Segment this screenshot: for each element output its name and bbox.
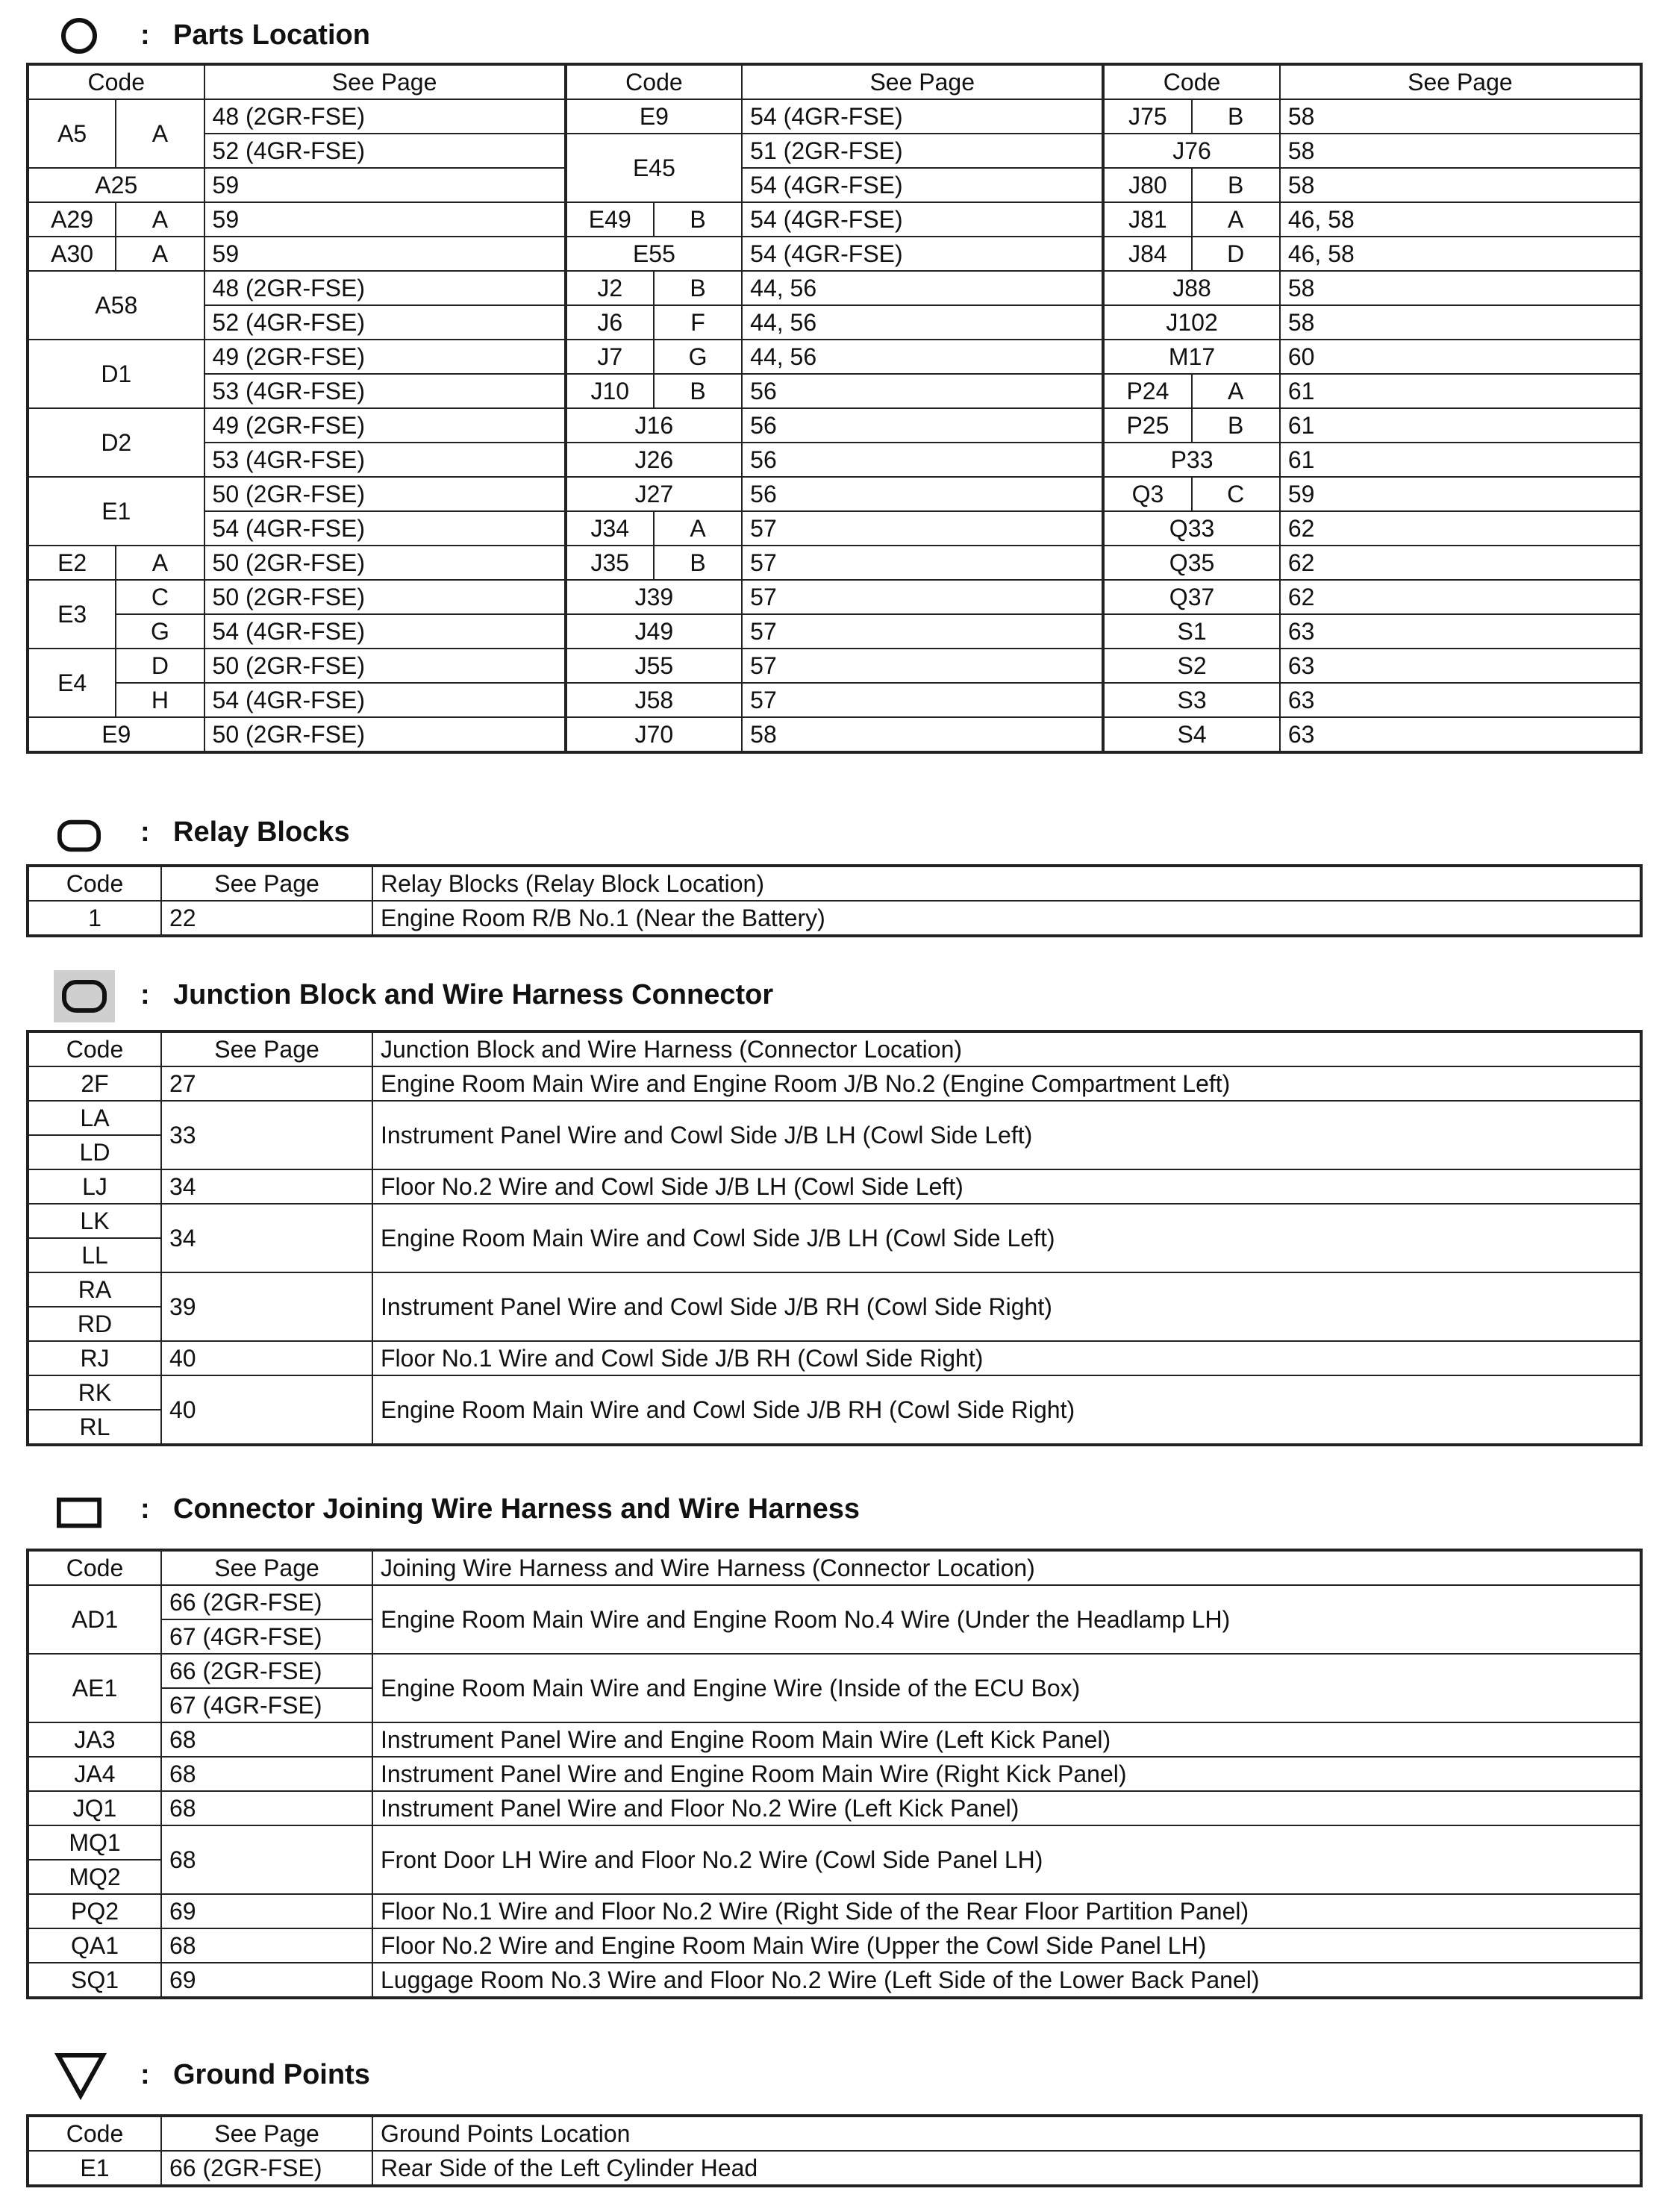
column-header-code: Code: [1103, 64, 1280, 99]
connector-letter: A: [116, 546, 204, 580]
header-row: [28, 64, 1641, 99]
location-description: Rear Side of the Left Cylinder Head: [372, 2151, 1641, 2186]
part-code: J81: [1103, 202, 1191, 237]
location-description: Engine Room Main Wire and Engine Wire (Inside of the ECU Box): [372, 1654, 1641, 1722]
see-page-value: 57: [742, 580, 1103, 614]
location-description: Floor No.1 Wire and Cowl Side J/B RH (Cowl Side Right): [372, 1341, 1641, 1375]
see-page-value: 54 (4GR-FSE): [742, 237, 1103, 271]
see-page-value: 50 (2GR-FSE): [204, 546, 566, 580]
part-code: J76: [1103, 134, 1280, 168]
table-row: [28, 99, 1641, 134]
code-cell: LA: [28, 1101, 161, 1135]
part-code: E55: [566, 237, 743, 271]
see-page-value: 63: [1280, 649, 1641, 683]
see-page-value: 57: [742, 649, 1103, 683]
see-page-cell: 68: [161, 1791, 372, 1825]
see-page-value: 54 (4GR-FSE): [742, 99, 1103, 134]
connector-letter: B: [1192, 99, 1280, 134]
shaded-rounded-rectangle-icon: [54, 970, 115, 1022]
connector-letter: B: [1192, 168, 1280, 202]
column-header-see-page: See Page: [1280, 64, 1641, 99]
triangle-down-icon: [52, 2047, 109, 2104]
section-title: Relay Blocks: [173, 816, 350, 848]
ground-points-table: [26, 2114, 1643, 2187]
part-code: E49: [566, 202, 654, 237]
see-page-cell: 67 (4GR-FSE): [161, 1688, 372, 1722]
location-description: Front Door LH Wire and Floor No.2 Wire (Cowl Side Panel LH): [372, 1825, 1641, 1894]
circle-icon: [57, 13, 101, 58]
see-page-value: 58: [1280, 134, 1641, 168]
see-page-value: 57: [742, 683, 1103, 717]
section-colon: :: [140, 816, 150, 848]
part-code: A58: [28, 271, 204, 340]
see-page-cell: 33: [161, 1101, 372, 1169]
column-header-code: Code: [28, 64, 204, 99]
see-page-value: 54 (4GR-FSE): [742, 202, 1103, 237]
part-code: J35: [566, 546, 654, 580]
section-colon: :: [140, 1493, 150, 1525]
code-cell: RK: [28, 1375, 161, 1410]
part-code: J75: [1103, 99, 1191, 134]
part-code: J55: [566, 649, 743, 683]
table-row: [28, 443, 1641, 477]
part-code: M17: [1103, 340, 1280, 374]
code-cell: RD: [28, 1307, 161, 1341]
table-row: [28, 477, 1641, 511]
part-code: P33: [1103, 443, 1280, 477]
see-page-cell: 68: [161, 1757, 372, 1791]
table-row: [28, 1722, 1641, 1757]
table-row: [28, 1585, 1641, 1619]
column-header-see-page: See Page: [161, 866, 372, 901]
code-cell: QA1: [28, 1928, 161, 1963]
see-page-value: 44, 56: [742, 340, 1103, 374]
see-page-value: 44, 56: [742, 305, 1103, 340]
table-row: [28, 202, 1641, 237]
code-cell: MQ2: [28, 1860, 161, 1894]
connector-letter: A: [116, 202, 204, 237]
location-description: Instrument Panel Wire and Floor No.2 Wire (Left Kick Panel): [372, 1791, 1641, 1825]
part-code: Q33: [1103, 511, 1280, 546]
table-row: [28, 2151, 1641, 2186]
location-description: Floor No.1 Wire and Floor No.2 Wire (Right Side of the Rear Floor Partition Panel): [372, 1894, 1641, 1928]
see-page-cell: 67 (4GR-FSE): [161, 1619, 372, 1654]
code-cell: LD: [28, 1135, 161, 1169]
table-row: [28, 1757, 1641, 1791]
location-description: Engine Room Main Wire and Cowl Side J/B RH (Cowl Side Right): [372, 1375, 1641, 1445]
see-page-cell: 40: [161, 1375, 372, 1445]
see-page-value: 57: [742, 614, 1103, 649]
part-code: Q35: [1103, 546, 1280, 580]
part-code: J7: [566, 340, 654, 374]
part-code: A5: [28, 99, 116, 168]
code-cell: E1: [28, 2151, 161, 2186]
part-code: Q3: [1103, 477, 1191, 511]
connector-letter: A: [1192, 374, 1280, 408]
see-page-cell: 27: [161, 1066, 372, 1101]
table-row: [28, 1963, 1641, 1998]
code-cell: MQ1: [28, 1825, 161, 1860]
see-page-value: 63: [1280, 614, 1641, 649]
table-row: [28, 1375, 1641, 1410]
location-description: Instrument Panel Wire and Cowl Side J/B LH (Cowl Side Left): [372, 1101, 1641, 1169]
part-code: J49: [566, 614, 743, 649]
see-page-value: 56: [742, 477, 1103, 511]
part-code: S3: [1103, 683, 1280, 717]
see-page-value: 58: [742, 717, 1103, 752]
part-code: J84: [1103, 237, 1191, 271]
part-code: P24: [1103, 374, 1191, 408]
table-row: [28, 237, 1641, 271]
see-page-value: 50 (2GR-FSE): [204, 649, 566, 683]
table-row: [28, 1272, 1641, 1307]
part-code: S2: [1103, 649, 1280, 683]
see-page-cell: 34: [161, 1204, 372, 1272]
see-page-value: 62: [1280, 580, 1641, 614]
connector-letter: B: [654, 271, 742, 305]
code-cell: 1: [28, 901, 161, 936]
part-code: A25: [28, 168, 204, 202]
see-page-value: 54 (4GR-FSE): [204, 511, 566, 546]
column-header-code: Code: [28, 1031, 161, 1066]
see-page-cell: 66 (2GR-FSE): [161, 1585, 372, 1619]
column-header-see-page: See Page: [742, 64, 1103, 99]
see-page-value: 50 (2GR-FSE): [204, 580, 566, 614]
table-row: [28, 580, 1641, 614]
relay-blocks-table: [26, 864, 1643, 937]
table-row: [28, 614, 1641, 649]
table-row: [28, 1825, 1641, 1860]
code-cell: RL: [28, 1410, 161, 1445]
table-row: [28, 408, 1641, 443]
part-code: J6: [566, 305, 654, 340]
part-code: E1: [28, 477, 204, 546]
part-code: J80: [1103, 168, 1191, 202]
column-header-code: Code: [28, 866, 161, 901]
connector-letter: C: [1192, 477, 1280, 511]
part-code: E3: [28, 580, 116, 649]
see-page-value: 59: [1280, 477, 1641, 511]
connector-letter: H: [116, 683, 204, 717]
see-page-value: 56: [742, 443, 1103, 477]
code-cell: LL: [28, 1238, 161, 1272]
location-description: Engine Room Main Wire and Cowl Side J/B LH (Cowl Side Left): [372, 1204, 1641, 1272]
part-code: S4: [1103, 717, 1280, 752]
location-description: Luggage Room No.3 Wire and Floor No.2 Wire (Left Side of the Lower Back Panel): [372, 1963, 1641, 1998]
see-page-value: 61: [1280, 408, 1641, 443]
code-cell: LJ: [28, 1169, 161, 1204]
see-page-value: 48 (2GR-FSE): [204, 271, 566, 305]
header-row: [28, 2116, 1641, 2151]
see-page-cell: 66 (2GR-FSE): [161, 2151, 372, 2186]
see-page-value: 53 (4GR-FSE): [204, 374, 566, 408]
code-cell: PQ2: [28, 1894, 161, 1928]
see-page-value: 59: [204, 168, 566, 202]
part-code: D1: [28, 340, 204, 408]
connector-letter: D: [116, 649, 204, 683]
see-page-value: 58: [1280, 99, 1641, 134]
part-code: J27: [566, 477, 743, 511]
table-row: [28, 511, 1641, 546]
part-code: E9: [28, 717, 204, 752]
part-code: J102: [1103, 305, 1280, 340]
location-description: Engine Room Main Wire and Engine Room No.4 Wire (Under the Headlamp LH): [372, 1585, 1641, 1654]
part-code: J88: [1103, 271, 1280, 305]
part-code: P25: [1103, 408, 1191, 443]
part-code: E2: [28, 546, 116, 580]
see-page-value: 57: [742, 546, 1103, 580]
connector-letter: D: [1192, 237, 1280, 271]
location-description: Instrument Panel Wire and Engine Room Main Wire (Right Kick Panel): [372, 1757, 1641, 1791]
part-code: Q37: [1103, 580, 1280, 614]
part-code: E9: [566, 99, 743, 134]
column-header-code: Code: [28, 2116, 161, 2151]
see-page-value: 58: [1280, 168, 1641, 202]
section-title: Ground Points: [173, 2059, 370, 2090]
table-row: [28, 1654, 1641, 1688]
table-row: [28, 1169, 1641, 1204]
connector-letter: G: [116, 614, 204, 649]
table-row: [28, 1894, 1641, 1928]
part-code: J2: [566, 271, 654, 305]
location-description: Engine Room R/B No.1 (Near the Battery): [372, 901, 1641, 936]
connector-letter: A: [116, 237, 204, 271]
header-row: [28, 1550, 1641, 1585]
location-description: Floor No.2 Wire and Engine Room Main Wire (Upper the Cowl Side Panel LH): [372, 1928, 1641, 1963]
see-page-value: 44, 56: [742, 271, 1103, 305]
see-page-value: 61: [1280, 374, 1641, 408]
table-row: [28, 168, 1641, 202]
see-page-value: 56: [742, 374, 1103, 408]
part-code: D2: [28, 408, 204, 477]
part-code: E45: [566, 134, 743, 202]
code-cell: SQ1: [28, 1963, 161, 1998]
see-page-value: 54 (4GR-FSE): [204, 614, 566, 649]
code-cell: JA3: [28, 1722, 161, 1757]
connector-letter: B: [654, 546, 742, 580]
part-code: E4: [28, 649, 116, 717]
see-page-cell: 66 (2GR-FSE): [161, 1654, 372, 1688]
see-page-value: 61: [1280, 443, 1641, 477]
column-header-see-page: See Page: [161, 2116, 372, 2151]
column-header-location: Relay Blocks (Relay Block Location): [372, 866, 1641, 901]
location-description: Engine Room Main Wire and Engine Room J/B No.2 (Engine Compartment Left): [372, 1066, 1641, 1101]
header-row: [28, 866, 1641, 901]
table-row: [28, 1928, 1641, 1963]
part-code: A30: [28, 237, 116, 271]
table-row: [28, 134, 1641, 168]
see-page-value: 52 (4GR-FSE): [204, 305, 566, 340]
see-page-cell: 68: [161, 1928, 372, 1963]
connector-letter: B: [654, 374, 742, 408]
code-cell: JQ1: [28, 1791, 161, 1825]
location-description: Floor No.2 Wire and Cowl Side J/B LH (Cowl Side Left): [372, 1169, 1641, 1204]
see-page-value: 58: [1280, 305, 1641, 340]
location-description: Instrument Panel Wire and Engine Room Main Wire (Left Kick Panel): [372, 1722, 1641, 1757]
see-page-cell: 69: [161, 1963, 372, 1998]
part-code: J16: [566, 408, 743, 443]
table-row: [28, 901, 1641, 936]
table-row: [28, 1341, 1641, 1375]
section-title: Parts Location: [173, 19, 370, 51]
see-page-value: 50 (2GR-FSE): [204, 717, 566, 752]
see-page-value: 52 (4GR-FSE): [204, 134, 566, 168]
see-page-value: 60: [1280, 340, 1641, 374]
see-page-value: 59: [204, 237, 566, 271]
table-row: [28, 717, 1641, 752]
see-page-cell: 39: [161, 1272, 372, 1341]
connector-letter: A: [1192, 202, 1280, 237]
location-description: Instrument Panel Wire and Cowl Side J/B RH (Cowl Side Right): [372, 1272, 1641, 1341]
part-code: J70: [566, 717, 743, 752]
column-header-location: Joining Wire Harness and Wire Harness (Connector Location): [372, 1550, 1641, 1585]
column-header-code: Code: [566, 64, 743, 99]
see-page-value: 56: [742, 408, 1103, 443]
code-cell: AE1: [28, 1654, 161, 1722]
part-code: J39: [566, 580, 743, 614]
header-row: [28, 1031, 1641, 1066]
see-page-value: 59: [204, 202, 566, 237]
column-header-see-page: See Page: [161, 1031, 372, 1066]
see-page-cell: 40: [161, 1341, 372, 1375]
see-page-value: 58: [1280, 271, 1641, 305]
code-cell: RA: [28, 1272, 161, 1307]
column-header-code: Code: [28, 1550, 161, 1585]
section-title: Junction Block and Wire Harness Connector: [173, 979, 774, 1010]
see-page-value: 57: [742, 511, 1103, 546]
section-title: Connector Joining Wire Harness and Wire Harness: [173, 1493, 860, 1525]
see-page-value: 54 (4GR-FSE): [742, 168, 1103, 202]
connector-letter: F: [654, 305, 742, 340]
see-page-value: 54 (4GR-FSE): [204, 683, 566, 717]
see-page-value: 46, 58: [1280, 237, 1641, 271]
table-row: [28, 374, 1641, 408]
connector-letter: B: [1192, 408, 1280, 443]
part-code: J58: [566, 683, 743, 717]
column-header-see-page: See Page: [204, 64, 566, 99]
table-row: [28, 649, 1641, 683]
see-page-value: 50 (2GR-FSE): [204, 477, 566, 511]
see-page-cell: 22: [161, 901, 372, 936]
see-page-value: 63: [1280, 683, 1641, 717]
table-row: [28, 305, 1641, 340]
column-header-location: Ground Points Location: [372, 2116, 1641, 2151]
table-row: [28, 340, 1641, 374]
section-colon: :: [140, 2059, 150, 2090]
connectors-table: [26, 1549, 1643, 1999]
table-row: [28, 1791, 1641, 1825]
see-page-value: 49 (2GR-FSE): [204, 408, 566, 443]
code-cell: AD1: [28, 1585, 161, 1654]
part-code: A29: [28, 202, 116, 237]
code-cell: RJ: [28, 1341, 161, 1375]
see-page-value: 62: [1280, 511, 1641, 546]
column-header-location: Junction Block and Wire Harness (Connector Location): [372, 1031, 1641, 1066]
see-page-value: 46, 58: [1280, 202, 1641, 237]
section-colon: :: [140, 19, 150, 51]
column-header-see-page: See Page: [161, 1550, 372, 1585]
table-row: [28, 546, 1641, 580]
code-cell: LK: [28, 1204, 161, 1238]
see-page-cell: 34: [161, 1169, 372, 1204]
see-page-cell: 68: [161, 1722, 372, 1757]
see-page-value: 62: [1280, 546, 1641, 580]
code-cell: JA4: [28, 1757, 161, 1791]
table-row: [28, 1066, 1641, 1101]
connector-letter: G: [654, 340, 742, 374]
code-cell: 2F: [28, 1066, 161, 1101]
see-page-cell: 68: [161, 1825, 372, 1894]
section-colon: :: [140, 979, 150, 1010]
junction-blocks-table: [26, 1030, 1643, 1446]
see-page-value: 51 (2GR-FSE): [742, 134, 1103, 168]
see-page-cell: 69: [161, 1894, 372, 1928]
part-code: S1: [1103, 614, 1280, 649]
connector-letter: A: [654, 511, 742, 546]
table-row: [28, 683, 1641, 717]
rectangle-icon: [57, 1490, 101, 1535]
part-code: J10: [566, 374, 654, 408]
table-row: [28, 1204, 1641, 1238]
rounded-rectangle-icon: [57, 813, 101, 858]
see-page-value: 48 (2GR-FSE): [204, 99, 566, 134]
connector-letter: A: [116, 99, 204, 168]
part-code: J34: [566, 511, 654, 546]
see-page-value: 49 (2GR-FSE): [204, 340, 566, 374]
see-page-value: 53 (4GR-FSE): [204, 443, 566, 477]
parts-location-table: [26, 63, 1643, 754]
table-row: [28, 1101, 1641, 1135]
connector-letter: B: [654, 202, 742, 237]
table-row: [28, 271, 1641, 305]
see-page-value: 63: [1280, 717, 1641, 752]
connector-letter: C: [116, 580, 204, 614]
part-code: J26: [566, 443, 743, 477]
